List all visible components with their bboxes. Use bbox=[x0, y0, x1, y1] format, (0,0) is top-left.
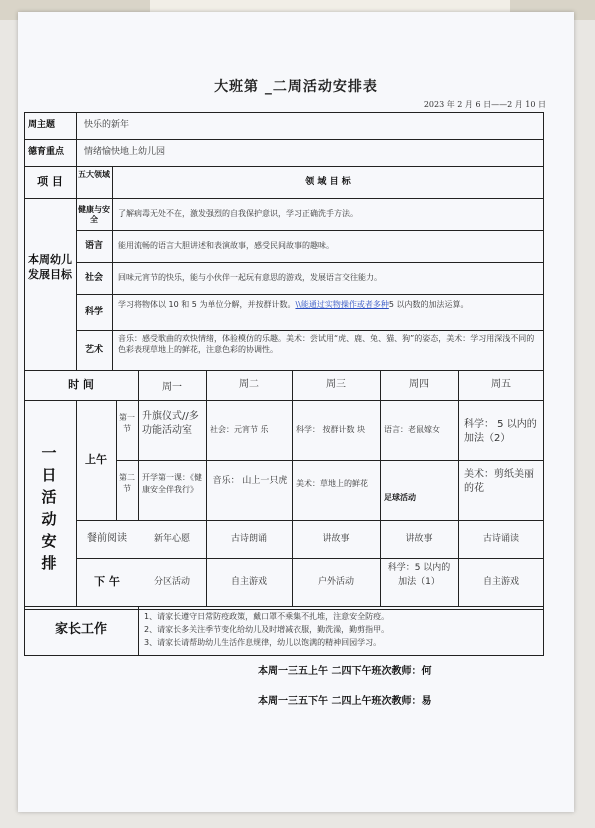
domain-society: 社会 bbox=[84, 273, 103, 283]
p1-wed: 科学： 按群计数 块 bbox=[296, 425, 366, 434]
morning-label: 上午 bbox=[85, 453, 107, 466]
reading-wed: 讲故事 bbox=[322, 534, 350, 544]
p1-fri: 科学： 5 以内的加法（2） bbox=[464, 419, 537, 444]
reading-thu: 讲故事 bbox=[405, 534, 433, 544]
goal-art: 音乐：感受歌曲的欢快情绪，体验模仿的乐趣。美术：尝试用“虎、鹿、兔、猫、狗”的姿态，美术：学习用深浅不同的色彩表现草地上的鲜花，注意色彩的协调性。 bbox=[118, 334, 535, 354]
date-range: 2023 年 2 月 6 日——2 月 10 日 bbox=[423, 100, 546, 109]
day-tue: 周二 bbox=[239, 379, 259, 390]
goals-header: 领 域 目 标 bbox=[305, 177, 351, 187]
reading-tue: 古诗朗诵 bbox=[230, 534, 267, 544]
day-mon: 周一 bbox=[162, 382, 182, 393]
daily-activity-label: 一日活动安排 bbox=[41, 444, 57, 572]
afternoon-label: 下 午 bbox=[94, 575, 120, 588]
teacher-line-2: 本周一三五下午 二四上午班次教师：易 bbox=[258, 696, 432, 707]
goal-language: 能用流畅的语言大胆讲述和表演故事，感受民间故事的趣味。 bbox=[118, 241, 334, 250]
p2-fri: 美术：剪纸美丽的花 bbox=[464, 469, 534, 494]
page-title: 大班第 _二周活动安排表 bbox=[214, 79, 378, 95]
domain-language: 语言 bbox=[84, 241, 103, 251]
parents-item-1: 1、请家长遵守日常防疫政策，戴口罩不乘集不扎堆，注意安全防疫。 bbox=[144, 612, 390, 621]
time-header: 时 间 bbox=[68, 378, 94, 391]
development-label: 本周幼儿发展目标 bbox=[28, 253, 72, 281]
theme-value: 快乐的新年 bbox=[84, 120, 130, 130]
pm-fri: 自主游戏 bbox=[482, 577, 519, 587]
p2-thu: 足球活动 bbox=[384, 493, 416, 502]
schedule-sheet bbox=[18, 12, 574, 812]
reading-label: 餐前阅读 bbox=[87, 533, 127, 544]
theme-label: 周主题 bbox=[28, 120, 56, 130]
domain-art: 艺术 bbox=[84, 345, 103, 355]
reading-mon: 新年心愿 bbox=[153, 534, 190, 544]
pm-tue: 自主游戏 bbox=[230, 577, 267, 587]
p2-mon: 开学第一课：《健康安全伴我行》 bbox=[142, 473, 202, 494]
parents-item-2: 2、请家长多关注季节变化给幼儿及时增减衣服，勤洗澡，勤剪指甲。 bbox=[144, 625, 390, 634]
science-link[interactable]: \\能通过实物操作或者多种 bbox=[295, 300, 389, 309]
p2-wed: 美术：草地上的鲜花 bbox=[296, 479, 368, 488]
teacher-line-1: 本周一三五上午 二四下午班次教师：何 bbox=[258, 666, 432, 677]
day-thu: 周四 bbox=[409, 379, 429, 390]
five-domains-header: 五大领域 bbox=[78, 170, 110, 179]
p1-mon: 升旗仪式//多功能活动室 bbox=[142, 411, 199, 436]
pm-mon: 分区活动 bbox=[153, 577, 190, 587]
reading-fri: 古诗诵读 bbox=[482, 534, 519, 544]
period-2-label: 第二节 bbox=[119, 473, 135, 493]
goal-society: 回味元宵节的快乐，能与小伙伴一起玩有意思的游戏，发展语言交往能力。 bbox=[118, 273, 382, 282]
goal-science: 学习将物体以 10 和 5 为单位分解，并按群计数。\\能通过实物操作或者多种5 以内数的加法运算。 bbox=[118, 300, 469, 309]
goal-health: 了解病毒无处不在，激发强烈的自我保护意识，学习正确洗手方法。 bbox=[118, 209, 358, 218]
p1-tue: 社会：元宵节 乐 bbox=[210, 425, 269, 434]
domain-health: 健康与安全 bbox=[78, 205, 110, 224]
p1-thu: 语言：老鼠嫁女 bbox=[384, 425, 440, 434]
pm-wed: 户外活动 bbox=[317, 577, 354, 587]
period-1-label: 第一节 bbox=[119, 413, 135, 433]
parents-label: 家长工作 bbox=[54, 622, 107, 637]
day-wed: 周三 bbox=[326, 379, 346, 390]
item-header: 项 目 bbox=[37, 175, 63, 188]
p2-tue: 音乐： 山上一只虎 bbox=[212, 476, 288, 486]
day-fri: 周五 bbox=[491, 379, 511, 390]
domain-science: 科学 bbox=[84, 307, 103, 317]
moral-focus-value: 情绪愉快地上幼儿园 bbox=[84, 147, 166, 157]
moral-focus-label: 德育重点 bbox=[28, 147, 65, 157]
parents-item-3: 3、请家长请帮助幼儿生活作息规律，幼儿以饱满的精神回园学习。 bbox=[144, 638, 382, 647]
pm-thu: 科学：5 以内的加法（1） bbox=[387, 563, 451, 587]
